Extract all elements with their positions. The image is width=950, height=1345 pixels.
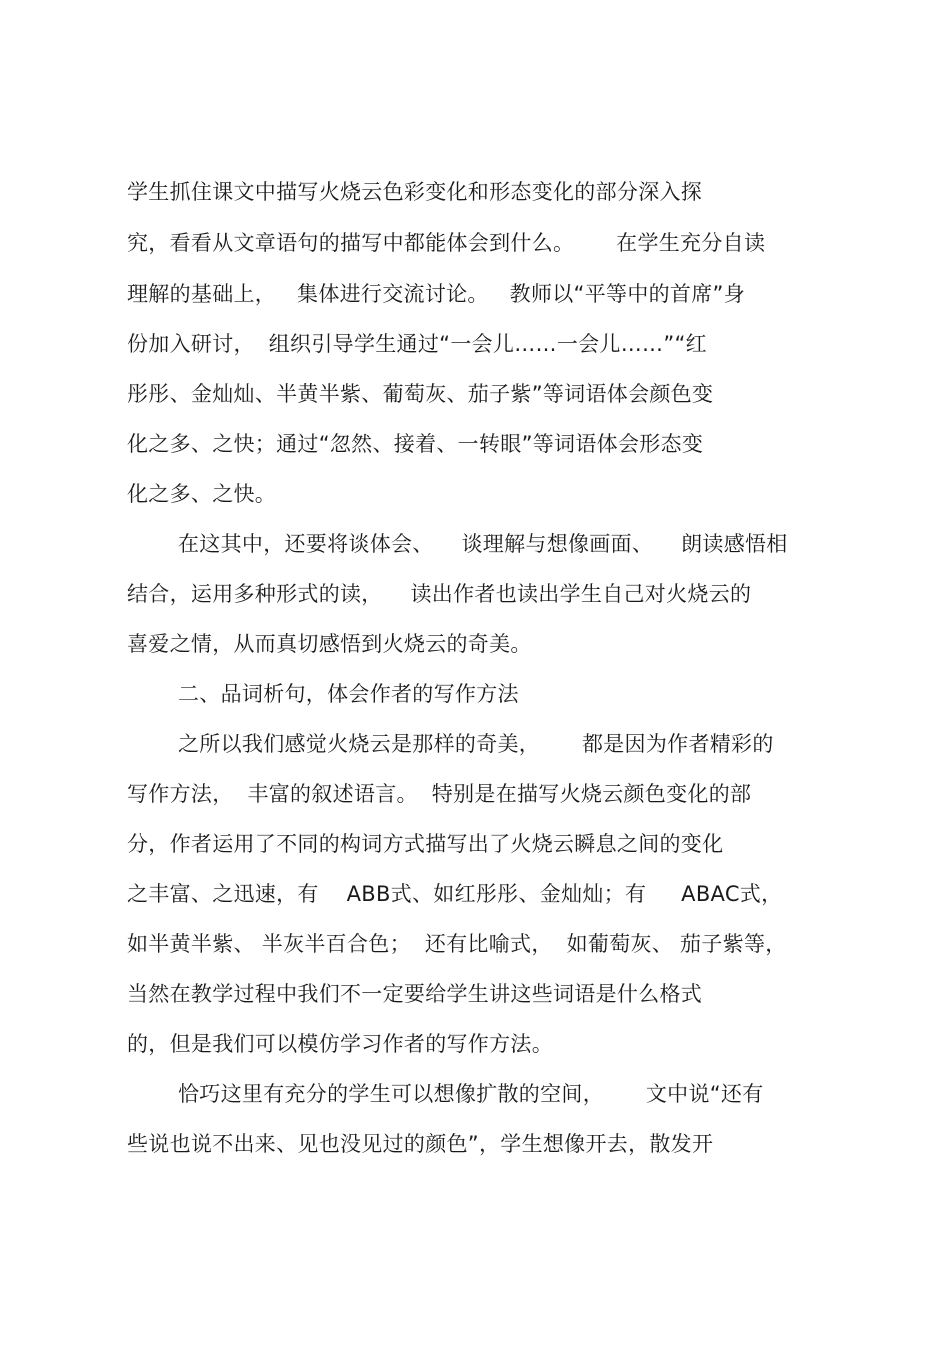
text-line: 化之多、之快；通过“忽然、接着、一转眼”等词语体会形态变 bbox=[127, 432, 704, 456]
text-line: 如半黄半紫、 半灰半百合色； 还有比喻式， 如葡萄灰、 茄子紫等， bbox=[127, 932, 787, 956]
text-line: 分，作者运用了不同的构词方式描写出了火烧云瞬息之间的变化 bbox=[127, 832, 724, 856]
text-line: 之丰富、之迅速，有 ABB式、如红彤彤、金灿灿；有 ABAC式， bbox=[127, 882, 783, 906]
text-line: 写作方法， 丰富的叙述语言。 特别是在描写火烧云颜色变化的部 bbox=[127, 782, 752, 806]
section-heading: 二、品词析句，体会作者的写作方法 bbox=[178, 682, 519, 706]
paragraph-first-line: 之所以我们感觉火烧云是那样的奇美， 都是因为作者精彩的 bbox=[178, 732, 774, 756]
text-line: 的，但是我们可以模仿学习作者的写作方法。 bbox=[127, 1032, 553, 1056]
text-line: 学生抓住课文中描写火烧云色彩变化和形态变化的部分深入探 bbox=[127, 180, 703, 204]
text-line: 究，看看从文章语句的描写中都能体会到什么。 在学生充分自读 bbox=[127, 231, 766, 255]
text-line: 彤彤、金灿灿、半黄半紫、葡萄灰、茄子紫”等词语体会颜色变 bbox=[127, 382, 714, 406]
text-line: 喜爱之情，从而真切感悟到火烧云的奇美。 bbox=[127, 632, 532, 656]
text-line: 份加入研讨， 组织引导学生通过“一会儿……一会儿……”“红 bbox=[127, 332, 707, 356]
text-line: 结合，运用多种形式的读， 读出作者也读出学生自己对火烧云的 bbox=[127, 582, 752, 606]
text-line: 化之多、之快。 bbox=[127, 482, 277, 506]
text-line: 理解的基础上， 集体进行交流讨论。 教师以“平等中的首席”身 bbox=[127, 282, 746, 306]
paragraph-first-line: 恰巧这里有充分的学生可以想像扩散的空间， 文中说“还有 bbox=[178, 1082, 764, 1106]
text-line: 些说也说不出来、见也没见过的颜色”，学生想像开去，散发开 bbox=[127, 1132, 714, 1156]
paragraph-first-line: 在这其中，还要将谈体会、 谈理解与想像画面、 朗读感悟相 bbox=[178, 532, 788, 556]
text-line: 当然在教学过程中我们不一定要给学生讲这些词语是什么格式 bbox=[127, 982, 703, 1006]
